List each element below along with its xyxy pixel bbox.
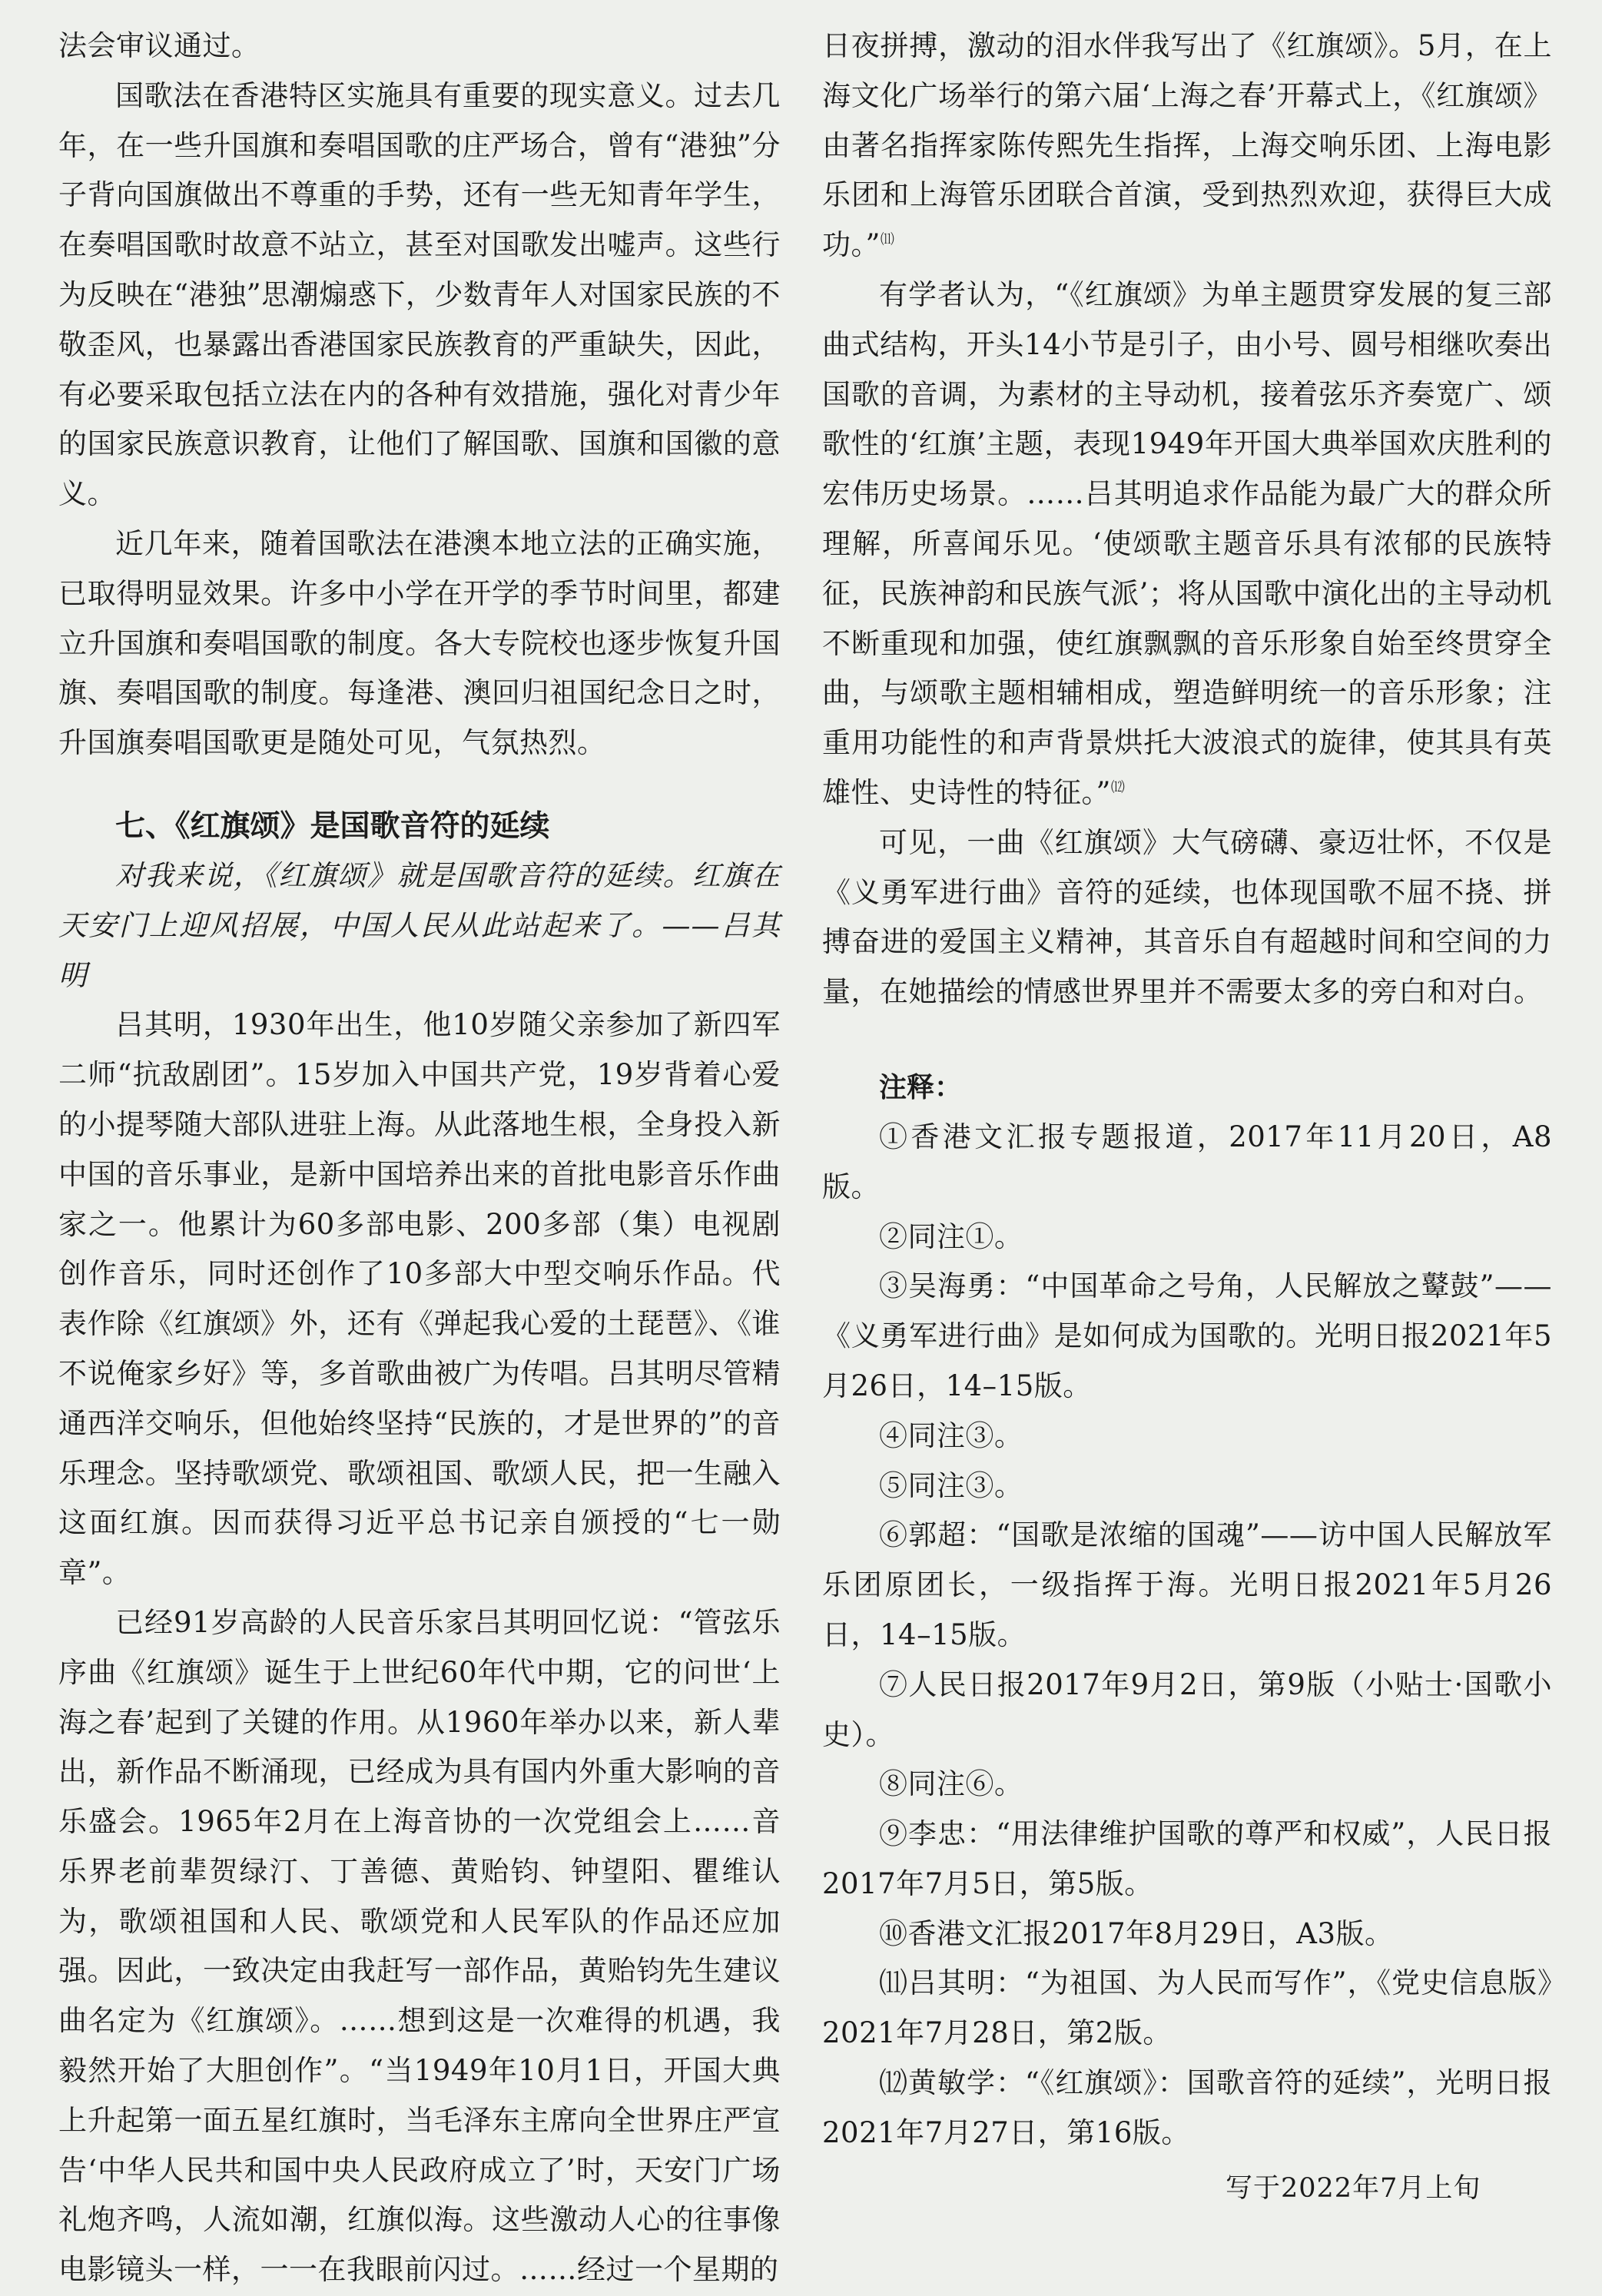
paragraph-text: 有学者认为，“《红旗颂》为单主题贯穿发展的复三部曲式结构，开头14小节是引子，由小号、圆号相继吹奏出国歌的音调，为素材的主导动机，接着弦乐齐奏宽广、颂歌性的‘红旗’主题，表现1949年开国大典举国欢庆胜利的宏伟历史场景。……吕其明追求作品能为最广大的群众所理解，所喜闻乐见。‘使颂歌主题音乐具有浓郁的民族特征，民族神韵和民族气派’；将从国歌中演化出的主导动机不断重现和加强，使红旗飘飘的音乐形象自始至终贯穿全曲，与颂歌主题相辅相成，塑造鲜明统一的音乐形象；注重用功能性的和声背景烘托大波浪式的旋律，使其具有英雄性、史诗性的特征。” [822, 277, 1552, 809]
footnote-ref: ⑾ [880, 231, 895, 248]
section-heading: 七、《红旗颂》是国歌音符的延续 [115, 808, 550, 844]
note-item: ⑿黄敏学：“《红旗颂》：国歌音符的延续”，光明日报2021年7月27日，第16版。 [822, 2066, 1552, 2149]
left-column [58, 22, 781, 2295]
note-item: ⑥郭超：“国歌是浓缩的国魂”——访中国人民解放军乐团原团长，一级指挥于海。光明日报2021年5月26日，14–15版。 [822, 1518, 1552, 1651]
notes-heading: 注释： [879, 1071, 963, 1103]
epigraph-quote: 对我来说，《红旗颂》就是国歌音符的延续。红旗在天安门上迎风招展，中国人民从此站起来了。——吕其明 [58, 858, 781, 992]
note-item: ⑦人民日报2017年9月2日，第9版（小贴士·国歌小史）。 [822, 1667, 1552, 1751]
note-item: ②同注①。 [879, 1219, 1023, 1253]
note-item: ⑨李忠：“用法律维护国歌的尊严和权威”，人民日报2017年7月5日，第5版。 [822, 1817, 1552, 1900]
note-item: ③吴海勇：“中国革命之号角，人民解放之鼙鼓”——《义勇军进行曲》是如何成为国歌的。光明日报2021年5月26日，14–15版。 [822, 1269, 1552, 1402]
note-item: ⑧同注⑥。 [879, 1767, 1023, 1801]
note-item: ①香港文汇报专题报道，2017年11月20日，A8版。 [822, 1120, 1552, 1203]
paragraph: 吕其明，1930年出生，他10岁随父亲参加了新四军二师“抗敌剧团”。15岁加入中国共产党，19岁背着心爱的小提琴随大部队进驻上海。从此落地生根，全身投入新中国的音乐事业，是新中国培养出来的首批电影音乐作曲家之一。他累计为60多部电影、200多部（集）电视剧创作音乐，同时还创作了10多部大中型交响乐作品。代表作除《红旗颂》外，还有《弹起我心爱的土琵琶》、《谁不说俺家乡好》等，多首歌曲被广为传唱。吕其明尽管精通西洋交响乐，但他始终坚持“民族的，才是世界的”的音乐理念。坚持歌颂党、歌颂祖国、歌颂人民，把一生融入这面红旗。因而获得习近平总书记亲自颁授的“七一勋章”。 [58, 1008, 781, 1590]
paragraph [822, 22, 1552, 270]
paragraph-text: 日夜拼搏，激动的泪水伴我写出了《红旗颂》。5月，在上海文化广场举行的第六届‘上海之春’开幕式上，《红旗颂》由著名指挥家陈传熙先生指挥，上海交响乐团、上海电影乐团和上海管乐团联合首演，受到热烈欢迎，获得巨大成功。” [822, 29, 1552, 262]
paragraph: 已经91岁高龄的人民音乐家吕其明回忆说：“管弦乐序曲《红旗颂》诞生于上世纪60年代中期，它的问世‘上海之春’起到了关键的作用。从1960年举办以来，新人辈出，新作品不断涌现，已经成为具有国内外重大影响的音乐盛会。1965年2月在上海音协的一次党组会上……音乐界老前辈贺绿汀、丁善德、黄贻钧、钟望阳、瞿维认为，歌颂祖国和人民、歌颂党和人民军队的作品还应加强。因此，一致决定由我赶写一部作品，黄贻钧先生建议曲名定为《红旗颂》。……想到这是一次难得的机遇，我毅然开始了大胆创作”。“当1949年10月1日，开国大典上升起第一面五星红旗时，当毛泽东主席向全世界庄严宣告‘中华人民共和国中央人民政府成立了’时，天安门广场礼炮齐鸣，人流如潮，红旗似海。这些激动人心的往事像电影镜头一样，一一在我眼前闪过。……经过一个星期的 [58, 1605, 781, 2287]
notes-list [822, 1113, 1552, 2158]
dateline: 写于2022年7月上旬 [1226, 2173, 1481, 2204]
paragraph: 可见，一曲《红旗颂》大气磅礴、豪迈壮怀，不仅是《义勇军进行曲》音符的延续，也体现国歌不屈不挠、拼搏奋进的爱国主义精神，其音乐自有超越时间和空间的力量，在她描绘的情感世界里并不需要太多的旁白和对白。 [822, 825, 1552, 1009]
footnote-ref: ⑿ [1110, 779, 1126, 796]
note-item: ⑾吕其明：“为祖国、为人民而写作”，《党史信息版》2021年7月28日，第2版。 [822, 1966, 1552, 2050]
paragraph [822, 270, 1552, 818]
paragraph: 国歌法在香港特区实施具有重要的现实意义。过去几年，在一些升国旗和奏唱国歌的庄严场合，曾有“港独”分子背向国旗做出不尊重的手势，还有一些无知青年学生，在奏唱国歌时故意不站立，甚至对国歌发出嘘声。这些行为反映在“港独”思潮煽惑下，少数青年人对国家民族的不敬歪风，也暴露出香港国家民族教育的严重缺失，因此，有必要采取包括立法在内的各种有效措施，强化对青少年的国家民族意识教育，让他们了解国歌、国旗和国徽的意义。 [58, 78, 781, 511]
note-item: ⑤同注③。 [879, 1468, 1023, 1502]
paragraph: 法会审议通过。 [58, 29, 260, 62]
right-column [822, 22, 1552, 2158]
note-item: ⑩香港文汇报2017年8月29日，A3版。 [879, 1916, 1394, 1950]
note-item: ④同注③。 [879, 1418, 1023, 1452]
paragraph: 近几年来，随着国歌法在港澳本地立法的正确实施，已取得明显效果。许多中小学在开学的季节时间里，都建立升国旗和奏唱国歌的制度。各大专院校也逐步恢复升国旗、奏唱国歌的制度。每逢港、澳回归祖国纪念日之时，升国旗奏唱国歌更是随处可见，气氛热烈。 [58, 526, 781, 760]
